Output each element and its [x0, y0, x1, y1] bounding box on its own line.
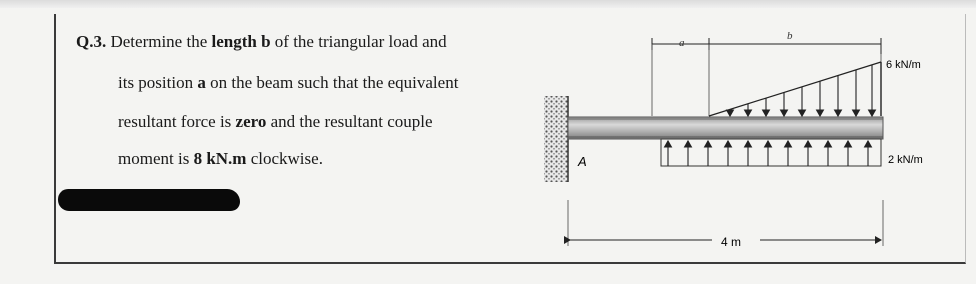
dim-label-a: a	[679, 37, 685, 49]
line2-bold: a	[197, 73, 206, 92]
line4-bold: 8 kN.m	[193, 149, 247, 168]
triangular-load-slope	[709, 62, 881, 116]
line1-post: of the triangular load and	[270, 32, 447, 51]
line1-pre: Determine the	[106, 32, 212, 51]
line3-post: and the resultant couple	[266, 112, 433, 131]
question-number: Q.3.	[76, 32, 107, 51]
line4-pre: moment is	[118, 149, 194, 168]
line4-post: clockwise.	[246, 149, 323, 168]
span-label: 4 m	[721, 235, 742, 249]
line3-pre: resultant force is	[118, 112, 236, 131]
beam	[568, 117, 883, 139]
bottom-load-label: 2 kN/m	[888, 154, 923, 166]
line3-bold: zero	[235, 112, 267, 131]
triangular-load-arrows	[730, 65, 872, 116]
uniform-load-arrows	[668, 141, 868, 166]
dim-label-b: b	[787, 30, 793, 42]
top-load-label: 6 kN/m	[886, 59, 921, 71]
line2-pre: its position	[118, 73, 198, 92]
line2-post: on the beam such that the equivalent	[205, 73, 459, 92]
support-label-a: A	[578, 154, 587, 169]
fixed-support-wall	[544, 96, 568, 182]
line1-bold: length b	[211, 32, 271, 51]
